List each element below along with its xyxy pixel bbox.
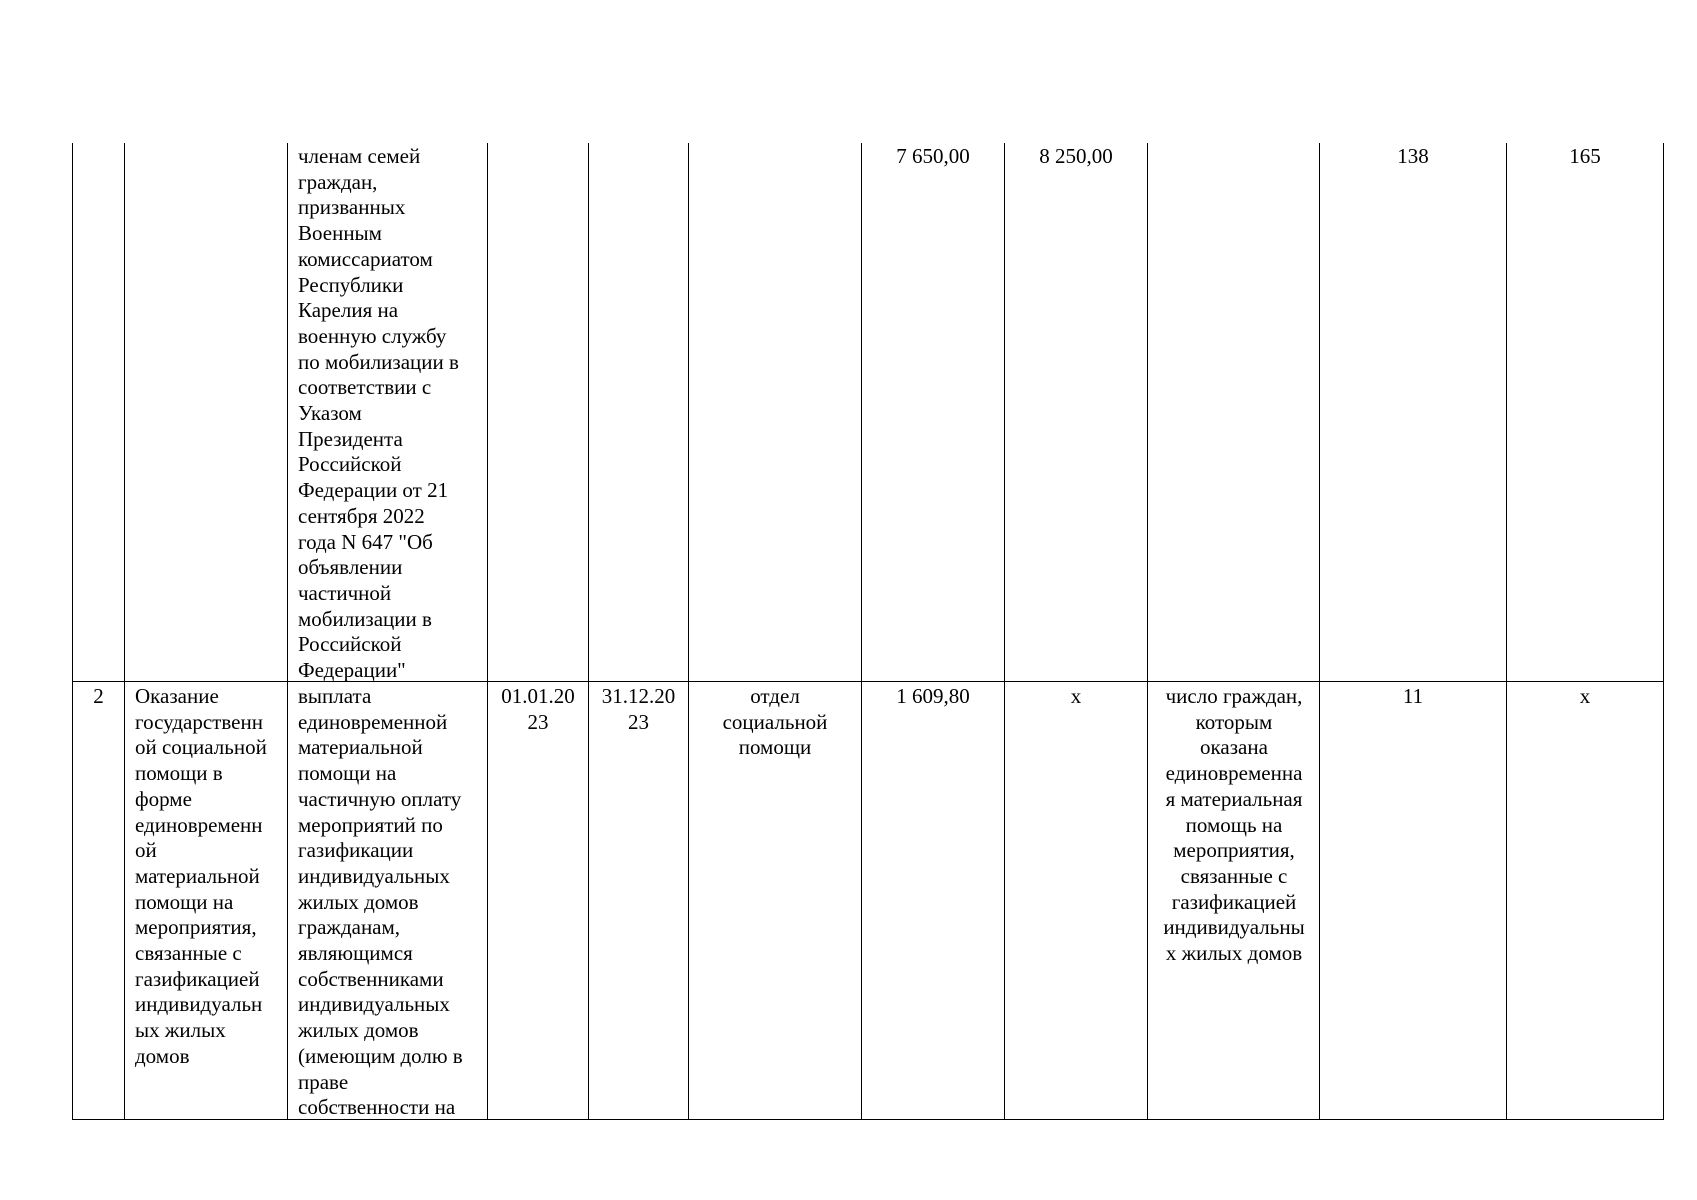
table-cell-executor: отдел социальной помощи: [722, 684, 828, 760]
table-cell-name: Оказание государственн ой социальной помощи в форме единовременн ой материальной помощи на мероприятия, связанные с газификацией индивидуальн ых жилых домов: [135, 684, 267, 1068]
table-cell-number: 2: [93, 684, 104, 708]
table-cell-description: членам семей граждан, призванных Военным комиссариатом Республики Карелия на военную службу по мобилизации в соответствии с Указом Президента Российской Федерации от 21 сентября 2022 года N 647 "Об объявлении частичной мобилизации в Российской Федерации": [298, 144, 459, 683]
table-cell-indicator: число граждан, которым оказана единовременна я материальная помощь на мероприятия, связанные с газификацией индивидуальны х жилых домов: [1163, 684, 1305, 966]
column-border: [588, 143, 589, 1120]
table-cell-date-start: 01.01.20 23: [501, 684, 575, 734]
table-cell-description: выплата единовременной материальной помощи на частичную оплату мероприятий по газификации индивидуальных жилых домов гражданам, являющимся собственниками индивидуальных жилых домов (имеющим долю в праве собственности на: [298, 684, 463, 1120]
column-border: [1004, 143, 1005, 1120]
table-cell-date-end: 31.12.20 23: [601, 684, 676, 734]
column-border: [688, 143, 689, 1120]
column-border: [287, 143, 288, 1120]
table-cell-value: 11: [1402, 684, 1424, 708]
table-cell-amount: х: [1070, 684, 1082, 708]
table-cell-amount: 8 250,00: [1039, 144, 1113, 168]
column-border: [1319, 143, 1320, 1120]
table-cell-value: 138: [1397, 144, 1429, 168]
table-cell-amount: 1 609,80: [896, 684, 970, 708]
column-border: [72, 143, 73, 1120]
column-border: [487, 143, 488, 1120]
column-border: [1147, 143, 1148, 1120]
table-cell-value: х: [1579, 684, 1591, 708]
table-cell-amount: 7 650,00: [896, 144, 970, 168]
column-border: [861, 143, 862, 1120]
table-cell-value: 165: [1569, 144, 1601, 168]
column-border: [124, 143, 125, 1120]
column-border: [1663, 143, 1664, 1120]
column-border: [1506, 143, 1507, 1120]
